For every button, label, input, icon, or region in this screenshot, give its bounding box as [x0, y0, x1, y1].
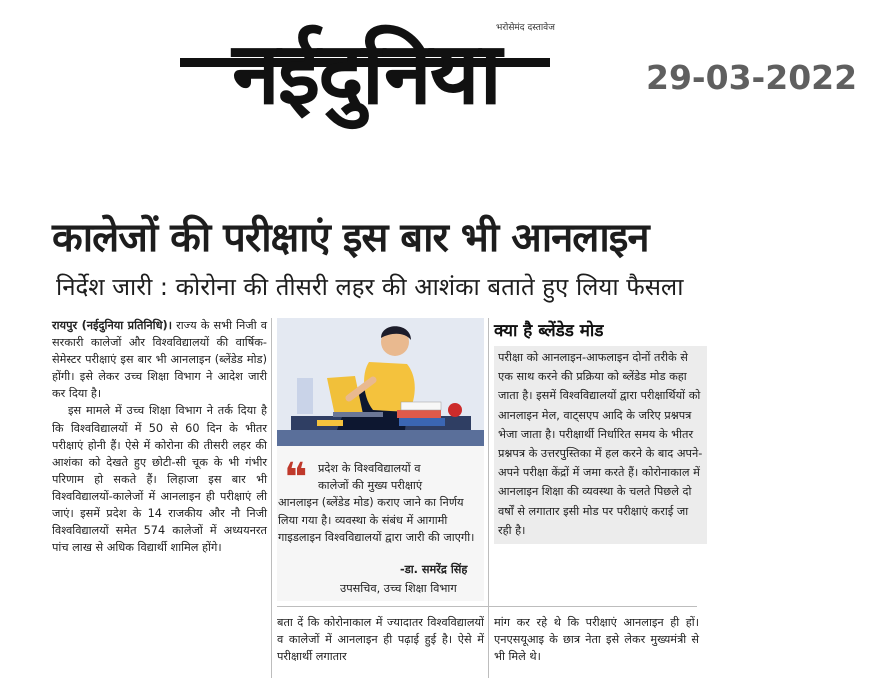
quote-author: -डा. समरेंद्र सिंह [400, 563, 468, 576]
student-laptop-illustration [277, 318, 484, 446]
masthead-title: नईदुनिया [232, 24, 500, 124]
column-2-text: बता दें कि कोरोनाकाल में ज्यादातर विश्वविद्यालयों व कालेजों में आनलाइन ही पढ़ाई हुई है। ऐसे में परीक्षार्थी लगातार [277, 616, 484, 664]
publication-date: 29-03-2022 [646, 58, 858, 97]
section-divider [277, 606, 697, 607]
headline: कालेजों की परीक्षाएं इस बार भी आनलाइन [52, 215, 649, 261]
subheadline: निर्देश जारी : कोरोना की तीसरी लहर की आशंका बताते हुए लिया फैसला [56, 273, 684, 301]
quote-line-rest: आनलाइन (ब्लेंडेड मोड) कराए जाने का निर्णय लिया गया है। व्यवस्था के संबंध में आगामी गाइडलाइन विश्वविद्यालयों द्वारा जारी की जाएगी। [278, 496, 475, 544]
quote-line-1: प्रदेश के विश्वविद्यालयों व [318, 462, 421, 475]
infobox-body [494, 346, 707, 544]
paragraph-1 [52, 317, 267, 402]
column-divider [271, 318, 272, 678]
infobox-text: परीक्षा को आनलाइन-आफलाइन दोनों तरीके से एक साथ करने की प्रक्रिया को ब्लेंडेड मोड कहा जाता है। इसमें विश्वविद्यालयों द्वारा परीक्षार्थियों को आनलाइन मेल, वाट्सएप आदि के जरिए प्रश्नपत्र भेजा जाता है। परीक्षार्थी निर्धारित समय के भीतर प्रश्नपत्र के उत्तरपुस्तिका में हल करने के बाद अपने-अपने परीक्षा केंद्रों में जमा करते हैं। कोरोनाकाल में आनलाइन शिक्षा की व्यवस्था के चलते पिछले दो वर्षों से लगातार इसी मोड पर परीक्षाएं कराई जा रही है। [498, 351, 703, 537]
masthead-tagline: भरोसेमंद दस्तावेज [496, 23, 555, 33]
quote-line-2: कालेजों की मुख्य परीक्षाएं [318, 479, 423, 493]
article-column-2-bottom [277, 614, 484, 665]
quote-text [278, 460, 478, 546]
column-divider [488, 318, 489, 678]
illustration-svg [277, 318, 484, 446]
article-column-1 [52, 317, 267, 556]
quote-author-role: उपसचिव, उच्च शिक्षा विभाग [340, 582, 457, 595]
infobox-title: क्या है ब्लेंडेड मोड [494, 321, 604, 341]
byline: रायपुर (नईदुनिया प्रतिनिधि)। [52, 319, 172, 332]
paragraph-1-text: राज्य के सभी निजी व सरकारी कालेजों और विश्वविद्यालयों की वार्षिक-सेमेस्टर परीक्षाएं इस बार भी आनलाइन (ब्लेंडेड मोड) होंगी। इसे लेकर उच्च शिक्षा विभाग ने आदेश जारी कर दिया है। [52, 319, 267, 401]
article-column-3-bottom [494, 614, 699, 665]
paragraph-2: इस मामले में उच्च शिक्षा विभाग ने तर्क दिया है कि विश्वविद्यालयों में 50 से 60 दिन के भीतर परीक्षाएं होनी हैं। ऐसे में कोरोना की तीसरी लहर की आशंका को देखते हुए छोटी-सी चूक के भी गंभीर परिणाम हो सकते हैं। लिहाजा इस बार भी विश्वविद्यालयों-कालेजों में आनलाइन ही परीक्षाएं ली जाएं। इसमें प्रदेश के 14 राजकीय और नौ निजी विश्वविद्यालयों समेत 574 कालेजों में अध्ययनरत पांच लाख से अधिक विद्यार्थी शामिल होंगे। [52, 404, 267, 555]
column-3-text: मांग कर रहे थे कि परीक्षाएं आनलाइन ही हों। एनएसयूआइ के छात्र नेता इसे लेकर मुख्यमंत्री से भी मिले थे। [494, 616, 699, 664]
quote-mark-icon: ❝ [284, 455, 308, 501]
